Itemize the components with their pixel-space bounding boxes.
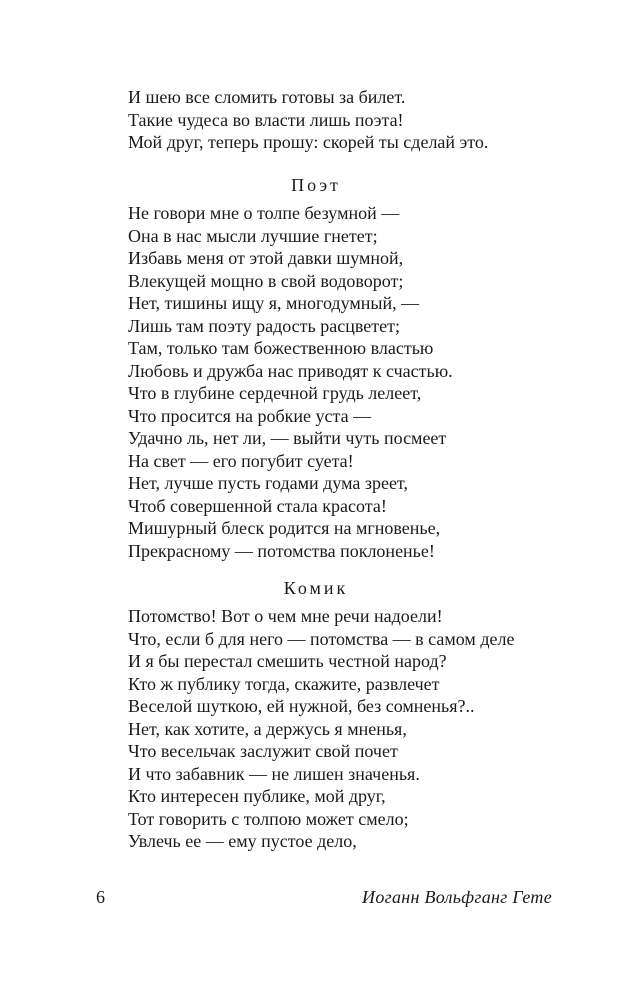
verse-intro: [128, 86, 598, 154]
verse-line: Что в глубине сердечной грудь лелеет,: [128, 383, 422, 403]
verse-line: Потомство! Вот о чем мне речи надоели!: [128, 606, 443, 626]
verse-line: И что забавник — не лишен значенья.: [128, 763, 420, 784]
verse-line: Нет, как хотите, а держусь я мненья,: [128, 718, 407, 739]
page-number: 6: [96, 887, 105, 907]
verse-line: И шею все сломить готовы за билет.: [128, 87, 406, 107]
verse-line: Удачно ль, нет ли, — выйти чуть посмеет: [128, 428, 447, 448]
verse-line: На свет — его погубит суета!: [128, 450, 354, 471]
verse-line: Мишурный блеск родится на мгновенье,: [128, 518, 441, 538]
verse-comic: [128, 605, 598, 853]
verse-line: Веселой шуткою, ей нужной, без сомненья?..: [128, 696, 475, 716]
verse-line: Влекущей мощно в свой водоворот;: [128, 270, 404, 291]
verse-line: Не говори мне о толпе безумной —: [128, 203, 400, 223]
verse-line: Лишь там поэту радость расцветет;: [128, 315, 400, 336]
verse-line: Она в нас мысли лучшие гнетет;: [128, 225, 378, 246]
speaker-heading-comic: Комик: [283, 578, 349, 598]
verse-line: Кто ж публику тогда, скажите, развлечет: [128, 673, 440, 694]
verse-poet: [128, 202, 598, 562]
verse-line: Нет, лучше пусть годами дума зреет,: [128, 473, 408, 493]
verse-line: Увлечь ее — ему пустое дело,: [128, 831, 357, 851]
verse-line: Кто интересен публике, мой друг,: [128, 786, 386, 806]
speaker-heading-poet: Поэт: [291, 175, 341, 195]
verse-line: Что весельчак заслужит свой почет: [128, 741, 398, 761]
verse-line: Что просится на робкие уста —: [128, 405, 372, 426]
verse-line: Там, только там божественною властью: [128, 338, 434, 358]
verse-line: Чтоб совершенной стала красота!: [128, 495, 387, 516]
verse-line: И я бы перестал смешить честной народ?: [128, 651, 447, 671]
verse-line: Любовь и дружба нас приводят к счастью.: [128, 360, 453, 381]
verse-line: Тот говорить с толпою может смело;: [128, 808, 409, 829]
running-title: Иоганн Вольфганг Гете: [362, 887, 552, 907]
verse-line: Такие чудеса во власти лишь поэта!: [128, 109, 404, 130]
verse-line: Нет, тишины ищу я, многодумный, —: [128, 293, 420, 313]
verse-line: Что, если б для него — потомства — в самом деле: [128, 628, 515, 649]
verse-line: Мой друг, теперь прошу: скорей ты сделай это.: [128, 132, 489, 152]
verse-line: Прекрасному — потомства поклоненье!: [128, 540, 435, 561]
verse-line: Избавь меня от этой давки шумной,: [128, 248, 404, 268]
